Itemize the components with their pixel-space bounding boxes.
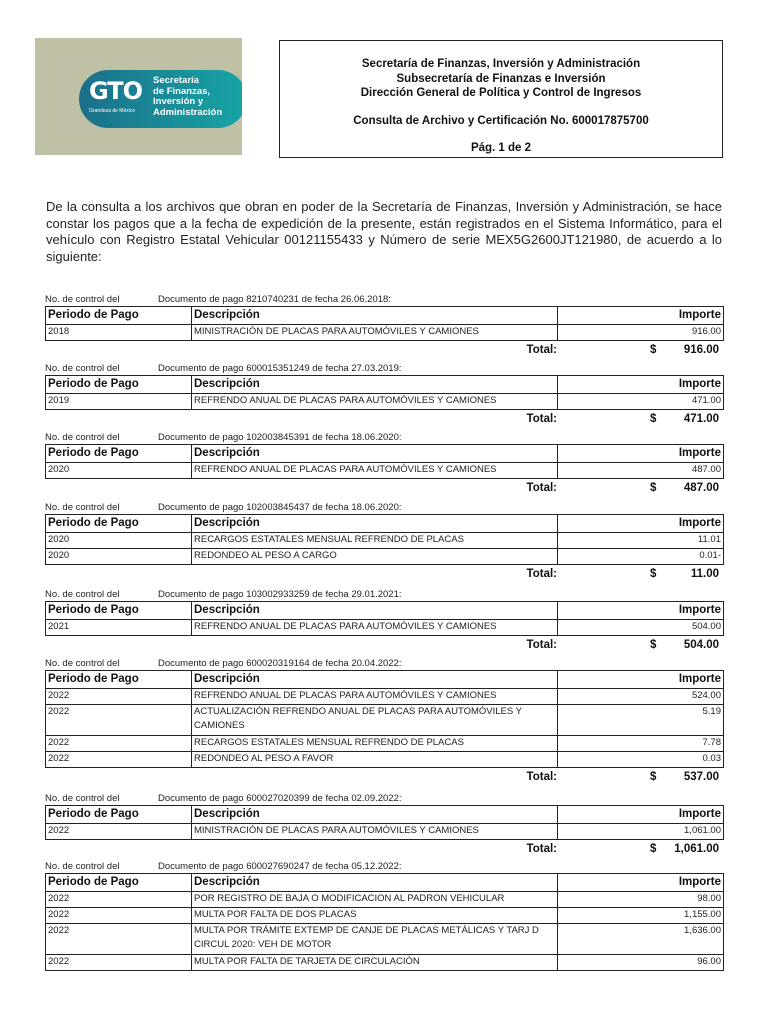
row-period: 2022 xyxy=(46,892,192,908)
payment-table xyxy=(45,805,724,840)
total-amount: 471.00 xyxy=(683,413,719,425)
row-description: REFRENDO ANUAL DE PLACAS PARA AUTOMÓVILES Y CAMIONES xyxy=(192,689,558,705)
gto-tagline: Grandeza de México xyxy=(89,108,136,114)
row-description: MULTA POR FALTA DE DOS PLACAS xyxy=(192,908,558,924)
table-header-row xyxy=(46,515,724,533)
total-amount: 1,061.00 xyxy=(674,843,719,855)
col-period-header: Periodo de Pago xyxy=(46,671,192,689)
table-row xyxy=(46,689,724,705)
row-amount: 1,636.00 xyxy=(558,924,724,955)
currency-symbol: $ xyxy=(650,482,657,494)
payment-table xyxy=(45,514,724,565)
col-period-header: Periodo de Pago xyxy=(46,602,192,620)
control-line xyxy=(45,293,723,306)
payment-block xyxy=(45,792,723,858)
row-description: REDONDEO AL PESO A CARGO xyxy=(192,549,558,565)
col-desc-header: Descripción xyxy=(192,671,558,689)
row-amount: 1,061.00 xyxy=(558,824,724,840)
payment-table xyxy=(45,306,724,341)
logo-secretaria-name xyxy=(153,76,242,118)
row-period: 2020 xyxy=(46,533,192,549)
total-label: Total: xyxy=(526,413,557,425)
total-row xyxy=(45,341,723,359)
row-description: MULTA POR FALTA DE TARJETA DE CIRCULACIÓN xyxy=(192,955,558,971)
total-label: Total: xyxy=(526,482,557,494)
row-amount: 5.19 xyxy=(558,705,724,736)
gto-wordmark: GTO xyxy=(89,77,143,105)
control-label: No. de control del xyxy=(45,658,120,669)
total-row xyxy=(45,565,723,583)
row-amount: 504.00 xyxy=(558,620,724,636)
header-direccion: Dirección General de Política y Control de Ingresos xyxy=(360,87,642,99)
col-amount-header: Importe xyxy=(558,515,724,533)
total-amount: 916.00 xyxy=(683,344,719,356)
control-label: No. de control del xyxy=(45,294,120,305)
col-amount-header: Importe xyxy=(558,376,724,394)
col-period-header: Periodo de Pago xyxy=(46,515,192,533)
control-line xyxy=(45,657,723,670)
payment-block xyxy=(45,293,723,359)
total-label: Total: xyxy=(526,771,557,783)
gto-emblem xyxy=(89,78,145,122)
table-row xyxy=(46,908,724,924)
payment-table xyxy=(45,873,724,971)
table-row xyxy=(46,824,724,840)
row-period: 2022 xyxy=(46,824,192,840)
col-period-header: Periodo de Pago xyxy=(46,307,192,325)
logo-name-line: Inversión y xyxy=(153,96,204,107)
row-amount: 96.00 xyxy=(558,955,724,971)
total-amount: 504.00 xyxy=(683,639,719,651)
col-desc-header: Descripción xyxy=(192,515,558,533)
row-amount: 524.00 xyxy=(558,689,724,705)
row-amount: 1,155.00 xyxy=(558,908,724,924)
table-header-row xyxy=(46,445,724,463)
table-row xyxy=(46,705,724,736)
table-row xyxy=(46,325,724,341)
table-header-row xyxy=(46,806,724,824)
intro-paragraph: De la consulta a los archivos que obran en poder de la Secretaría de Finanzas, Inversión y Administración, se hace constar los pagos que a la fecha de expedición de la presente, están registrados en el Sistema Informático, para el vehículo con Registro Estatal Vehicular 00121155433 y Número de serie MEX5G2600JT121980, de acuerdo a lo siguiente: xyxy=(46,199,722,264)
header-subsecretaria: Subsecretaría de Finanzas e Inversión xyxy=(396,72,606,85)
currency-symbol: $ xyxy=(650,843,657,855)
row-amount: 471.00 xyxy=(558,394,724,410)
col-amount-header: Importe xyxy=(558,671,724,689)
total-amount: 537.00 xyxy=(683,771,719,783)
col-amount-header: Importe xyxy=(558,874,724,892)
header-secretaria: Secretaría de Finanzas, Inversión y Administración xyxy=(361,58,641,70)
total-row xyxy=(45,636,723,654)
row-period: 2021 xyxy=(46,620,192,636)
table-header-row xyxy=(46,376,724,394)
currency-symbol: $ xyxy=(650,568,657,580)
row-description: REFRENDO ANUAL DE PLACAS PARA AUTOMÓVILES Y CAMIONES xyxy=(192,620,558,636)
table-row xyxy=(46,892,724,908)
table-header-row xyxy=(46,671,724,689)
row-period: 2019 xyxy=(46,394,192,410)
row-amount: 487.00 xyxy=(558,463,724,479)
logo-badge xyxy=(79,70,242,128)
table-row xyxy=(46,955,724,971)
logo-name-line: Secretaría xyxy=(153,75,199,86)
row-period: 2018 xyxy=(46,325,192,341)
total-label: Total: xyxy=(526,639,557,651)
row-period: 2022 xyxy=(46,924,192,955)
control-line xyxy=(45,501,723,514)
row-description: RECARGOS ESTATALES MENSUAL REFRENDO DE PLACAS xyxy=(192,533,558,549)
control-label: No. de control del xyxy=(45,502,120,513)
payment-table xyxy=(45,601,724,636)
header-page-number: Pág. 1 de 2 xyxy=(470,141,532,154)
total-row xyxy=(45,479,723,497)
table-row xyxy=(46,533,724,549)
control-line xyxy=(45,431,723,444)
col-desc-header: Descripción xyxy=(192,445,558,463)
row-description: POR REGISTRO DE BAJA O MODIFICACION AL PADRON VEHICULAR xyxy=(192,892,558,908)
row-period: 2022 xyxy=(46,955,192,971)
table-row xyxy=(46,752,724,768)
control-label: No. de control del xyxy=(45,589,120,600)
table-row xyxy=(46,736,724,752)
col-period-header: Periodo de Pago xyxy=(46,445,192,463)
total-amount: 487.00 xyxy=(683,482,719,494)
row-period: 2022 xyxy=(46,705,192,736)
col-desc-header: Descripción xyxy=(192,602,558,620)
table-row xyxy=(46,620,724,636)
row-period: 2022 xyxy=(46,908,192,924)
table-row xyxy=(46,549,724,565)
total-label: Total: xyxy=(526,344,557,356)
payment-document: Documento de pago 103002933259 de fecha 29.01.2021: xyxy=(158,589,402,600)
row-description: ACTUALIZACIÓN REFRENDO ANUAL DE PLACAS PARA AUTOMÓVILES Y CAMIONES xyxy=(192,705,558,736)
table-header-row xyxy=(46,307,724,325)
table-row xyxy=(46,463,724,479)
col-amount-header: Importe xyxy=(558,445,724,463)
payment-document: Documento de pago 600020319164 de fecha 20.04.2022: xyxy=(158,658,402,669)
row-description: MINISTRACIÓN DE PLACAS PARA AUTOMÓVILES Y CAMIONES xyxy=(192,325,558,341)
total-label: Total: xyxy=(526,568,557,580)
header-certificate-number: Consulta de Archivo y Certificación No. 600017875700 xyxy=(353,114,649,127)
control-line xyxy=(45,860,723,873)
col-period-header: Periodo de Pago xyxy=(46,376,192,394)
payment-document: Documento de pago 8210740231 de fecha 26.06.2018: xyxy=(158,294,391,305)
document-header xyxy=(279,40,723,158)
payment-table xyxy=(45,375,724,410)
payment-table xyxy=(45,670,724,768)
row-period: 2022 xyxy=(46,736,192,752)
row-description: REFRENDO ANUAL DE PLACAS PARA AUTOMÓVILES Y CAMIONES xyxy=(192,394,558,410)
row-amount: 98.00 xyxy=(558,892,724,908)
control-label: No. de control del xyxy=(45,861,120,872)
control-label: No. de control del xyxy=(45,363,120,374)
table-header-row xyxy=(46,602,724,620)
payment-block xyxy=(45,362,723,428)
col-amount-header: Importe xyxy=(558,602,724,620)
col-period-header: Periodo de Pago xyxy=(46,806,192,824)
col-amount-header: Importe xyxy=(558,307,724,325)
row-period: 2022 xyxy=(46,689,192,705)
control-line xyxy=(45,588,723,601)
control-line xyxy=(45,792,723,805)
col-period-header: Periodo de Pago xyxy=(46,874,192,892)
row-amount: 11.01 xyxy=(558,533,724,549)
row-period: 2020 xyxy=(46,549,192,565)
payment-block xyxy=(45,431,723,497)
table-header-row xyxy=(46,874,724,892)
control-label: No. de control del xyxy=(45,432,120,443)
total-amount: 11.00 xyxy=(690,568,719,580)
currency-symbol: $ xyxy=(650,344,657,356)
total-label: Total: xyxy=(526,843,557,855)
row-amount: 916.00 xyxy=(558,325,724,341)
row-description: MULTA POR TRÁMITE EXTEMP DE CANJE DE PLACAS METÁLICAS Y TARJ D CIRCUL 2020: VEH DE MOTOR xyxy=(192,924,558,955)
row-description: RECARGOS ESTATALES MENSUAL REFRENDO DE PLACAS xyxy=(192,736,558,752)
currency-symbol: $ xyxy=(650,771,657,783)
col-desc-header: Descripción xyxy=(192,874,558,892)
payment-block xyxy=(45,501,723,583)
payment-document: Documento de pago 102003845437 de fecha 18.06.2020: xyxy=(158,502,402,513)
control-line xyxy=(45,362,723,375)
payment-block xyxy=(45,860,723,971)
currency-symbol: $ xyxy=(650,413,657,425)
table-row xyxy=(46,394,724,410)
logo-name-line: Administración xyxy=(153,106,223,118)
col-desc-header: Descripción xyxy=(192,806,558,824)
secretaria-logo xyxy=(35,38,242,155)
control-label: No. de control del xyxy=(45,793,120,804)
row-description: REFRENDO ANUAL DE PLACAS PARA AUTOMÓVILES Y CAMIONES xyxy=(192,463,558,479)
row-amount: 0.03 xyxy=(558,752,724,768)
total-row xyxy=(45,840,723,858)
col-desc-header: Descripción xyxy=(192,307,558,325)
row-description: MINISTRACIÓN DE PLACAS PARA AUTOMÓVILES Y CAMIONES xyxy=(192,824,558,840)
payment-table xyxy=(45,444,724,479)
col-desc-header: Descripción xyxy=(192,376,558,394)
row-amount: 7.78 xyxy=(558,736,724,752)
payment-document: Documento de pago 102003845391 de fecha 18.06.2020: xyxy=(158,432,402,443)
payment-document: Documento de pago 600015351249 de fecha 27.03.2019: xyxy=(158,363,402,374)
row-amount: 0.01- xyxy=(558,549,724,565)
row-period: 2022 xyxy=(46,752,192,768)
total-row xyxy=(45,768,723,786)
row-description: REDONDEO AL PESO A FAVOR xyxy=(192,752,558,768)
col-amount-header: Importe xyxy=(558,806,724,824)
total-row xyxy=(45,410,723,428)
payment-block xyxy=(45,588,723,654)
currency-symbol: $ xyxy=(650,639,657,651)
payment-document: Documento de pago 600027020399 de fecha 02.09.2022: xyxy=(158,793,402,804)
table-row xyxy=(46,924,724,955)
payment-document: Documento de pago 600027690247 de fecha 05.12.2022: xyxy=(158,861,402,872)
payment-block xyxy=(45,657,723,786)
row-period: 2020 xyxy=(46,463,192,479)
logo-name-line: de Finanzas, xyxy=(153,85,211,97)
